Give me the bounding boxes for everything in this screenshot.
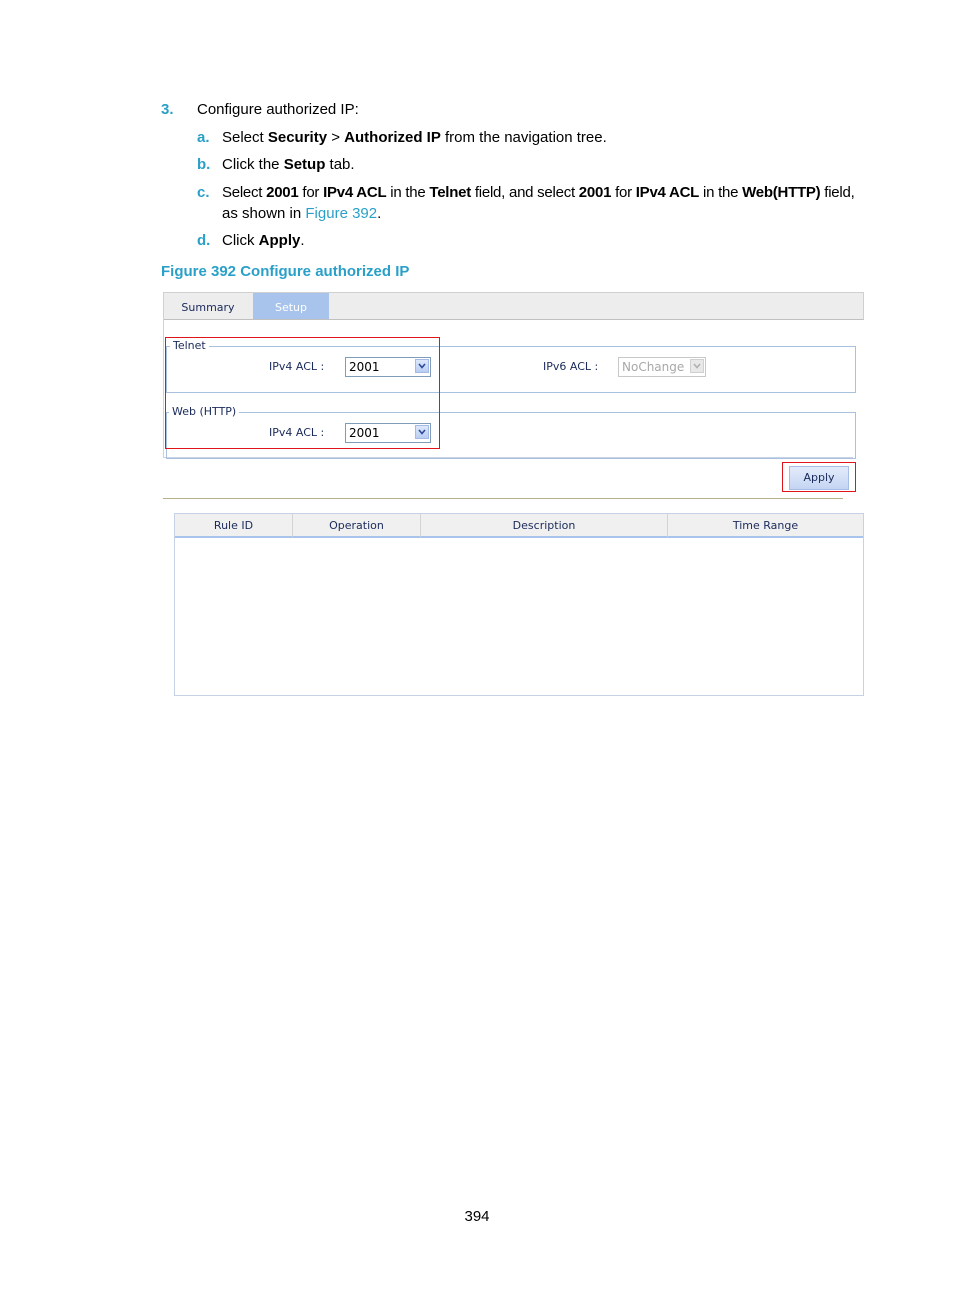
web-ipv4-label: IPv4 ACL : [269,426,325,439]
step-3-text: Configure authorized IP: [197,101,359,118]
telnet-ipv6-label: IPv6 ACL : [543,360,599,373]
col-description: Description [421,514,668,538]
figure-link[interactable]: Figure 392 [305,205,378,222]
divider [163,498,843,499]
highlight-box [165,337,440,449]
step-c-num: c. [197,184,210,201]
step-d-num: d. [197,232,211,249]
step-c-text: Select 2001 for IPv4 ACL in the Telnet field, and select 2001 for IPv4 ACL in the Web(HTTP) field, [222,184,855,201]
tab-setup[interactable]: Setup [253,293,329,319]
col-operation: Operation [293,514,421,538]
web-ipv4-select[interactable]: 2001 [345,423,431,443]
apply-button[interactable]: Apply [789,466,849,490]
page-number: 394 [464,1208,490,1225]
telnet-ipv6-select[interactable]: NoChange [618,357,706,377]
step-d-text: Click Apply. [222,232,305,249]
web-legend: Web (HTTP) [169,405,239,418]
col-time-range: Time Range [668,514,863,538]
col-rule-id: Rule ID [175,514,293,538]
step-3: 3. [161,101,174,118]
figure-caption: Figure 392 Configure authorized IP [161,263,410,280]
telnet-ipv4-label: IPv4 ACL : [269,360,325,373]
telnet-ipv4-select[interactable]: 2001 [345,357,431,377]
chevron-down-icon [690,359,704,373]
step-c-line2: as shown in Figure 392. [222,205,382,222]
step-b-text: Click the Setup tab. [222,156,355,173]
tab-bar [163,292,864,320]
apply-highlight-box [782,462,856,492]
step-a-text: Select Security > Authorized IP from the navigation tree. [222,129,607,146]
step-a-num: a. [197,129,210,146]
tab-summary[interactable]: Summary [181,301,235,314]
step-b-num: b. [197,156,211,173]
panel-border [163,318,164,458]
telnet-legend: Telnet [170,339,209,352]
rules-table [174,513,864,696]
